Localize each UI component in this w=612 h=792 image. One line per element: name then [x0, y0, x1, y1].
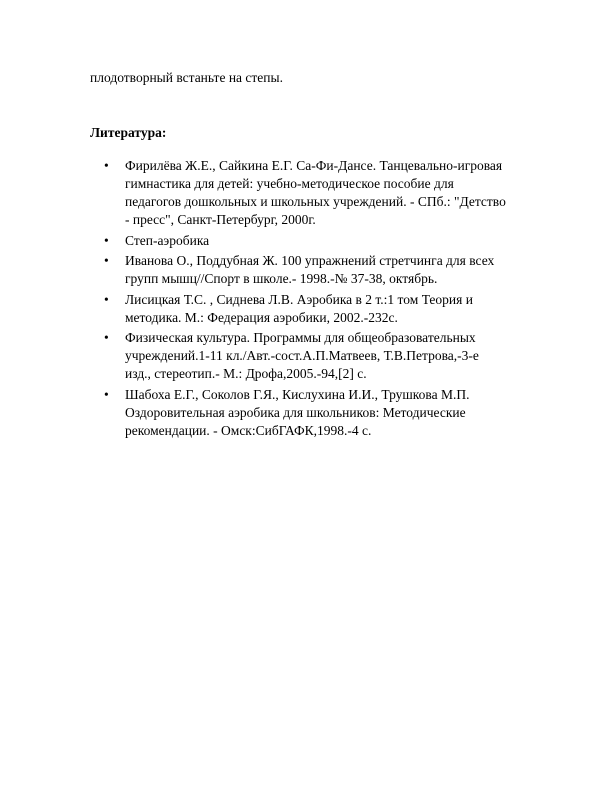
bibliography-item [0, 386, 525, 440]
bullet-icon: • [104, 386, 109, 402]
bullet-icon: • [104, 158, 109, 173]
bibliography-line: - пресс", Санкт-Петербург, 2000г. [125, 212, 316, 227]
bibliography-item [0, 157, 525, 229]
intro-text: плодотворный встаньте на степы. [90, 70, 283, 85]
bibliography-line: Степ-аэробика [125, 232, 210, 248]
bibliography-item [0, 252, 525, 288]
section-heading: Литература: [90, 125, 167, 140]
bibliography-line: Оздоровительная аэробика для школьников: Методические [125, 404, 466, 420]
bibliography-line: рекомендации. - Омск:СибГАФК,1998.-4 с. [125, 422, 372, 438]
bibliography-line: Шабоха Е.Г., Соколов Г.Я., Кислухина И.И., Трушкова М.П. [125, 386, 470, 402]
bibliography-line: Физическая культура. Программы для общеобразовательных [125, 330, 476, 345]
bibliography-line: Лисицкая Т.С. , Сиднева Л.В. Аэробика в 2 т.:1 том Теория и [125, 291, 473, 307]
bibliography-list [0, 157, 612, 442]
bibliography-line: гимнастика для детей: учебно-методическое пособие для [125, 176, 454, 191]
bibliography-line: групп мышц//Спорт в школе.- 1998.-№ 37-38, октябрь. [125, 271, 438, 286]
bibliography-item [0, 232, 525, 250]
bibliography-line: методика. М.: Федерация аэробики, 2002.-232с. [125, 309, 398, 325]
bibliography-item [0, 291, 525, 327]
bullet-icon: • [104, 232, 109, 248]
bibliography-line: Иванова О., Поддубная Ж. 100 упражнений стретчинга для всех [125, 253, 495, 268]
bibliography-line: изд., стереотип.- М.: Дрофа,2005.-94,[2] с. [125, 366, 367, 381]
bullet-icon: • [104, 253, 109, 268]
bibliography-line: педагогов дошкольных и школьных учреждений. - СПб.: "Детство [125, 194, 506, 209]
bibliography-line: учреждений.1-11 кл./Авт.-сост.А.П.Матвеев, Т.В.Петрова,-3-е [125, 348, 479, 363]
bibliography-item [0, 329, 525, 383]
bibliography-line: Фирилёва Ж.Е., Сайкина Е.Г. Са-Фи-Дансе. Танцевально-игровая [125, 158, 503, 173]
bullet-icon: • [104, 291, 109, 307]
bullet-icon: • [104, 330, 109, 345]
